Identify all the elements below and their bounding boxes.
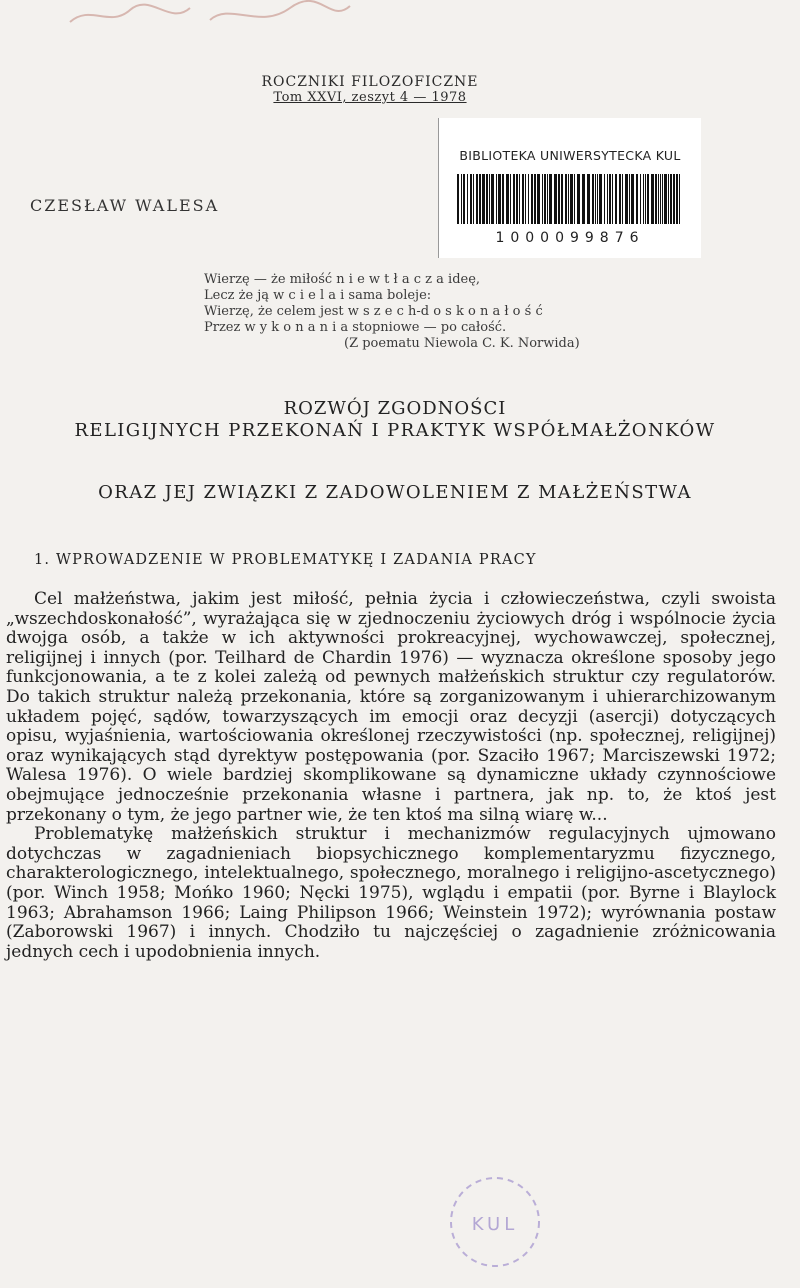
- barcode-bar: [542, 174, 543, 224]
- barcode-bar: [643, 174, 644, 224]
- journal-title: ROCZNIKI FILOZOFICZNE: [261, 74, 479, 90]
- barcode-bar: [592, 174, 594, 224]
- barcode-bar: [658, 174, 659, 224]
- journal-header: [240, 74, 500, 106]
- epigraph-citation: (Z poematu Niewola C. K. Norwida): [344, 336, 580, 351]
- barcode-bar: [482, 174, 485, 224]
- barcode-bar: [609, 174, 611, 224]
- barcode-bar: [597, 174, 598, 224]
- barcode-bar: [622, 174, 623, 224]
- barcode-bar: [502, 174, 504, 224]
- epigraph-line: Wierzę, że celem jest w s z e c h-d o s k o n a ł o ś ć: [204, 304, 543, 319]
- barcode-graphic: [457, 174, 683, 224]
- barcode-bar: [476, 174, 478, 224]
- title-line-1: ROZWÓJ ZGODNOŚCI: [283, 398, 507, 419]
- barcode-bar: [673, 174, 675, 224]
- epigraph-line: Wierzę — że miłość n i e w t ł a c z a ideę,: [204, 272, 481, 287]
- epigraph-line: Lecz że ją w c i e l a i sama boleje:: [204, 288, 432, 303]
- barcode-bar: [516, 174, 518, 224]
- barcode-bar: [640, 174, 641, 224]
- barcode-bar: [647, 174, 649, 224]
- library-name: BIBLIOTEKA UNIWERSYTECKA KUL: [459, 148, 681, 163]
- barcode-bar: [619, 174, 621, 224]
- barcode-bar: [510, 174, 511, 224]
- epigraph-line: Przez w y k o n a n i a stopniowe — po całość.: [204, 320, 507, 335]
- barcode-bar: [513, 174, 515, 224]
- body-text: [6, 590, 776, 962]
- barcode-bar: [525, 174, 526, 224]
- barcode-bar: [531, 174, 533, 224]
- journal-volume: Tom XXVI, zeszyt 4 — 1978: [273, 90, 467, 105]
- barcode-bar: [489, 174, 490, 224]
- title-line-2: RELIGIJNYCH PRZEKONAŃ I PRAKTYK WSPÓŁMAŁŻONKÓW: [74, 420, 716, 441]
- barcode-bar: [570, 174, 573, 224]
- barcode-bar: [655, 174, 657, 224]
- barcode-bar: [599, 174, 602, 224]
- barcode-bar: [519, 174, 520, 224]
- barcode-bar: [554, 174, 557, 224]
- barcode-bar: [679, 174, 680, 224]
- barcode-bar: [467, 174, 468, 224]
- barcode-bar: [664, 174, 667, 224]
- barcode-bar: [574, 174, 575, 224]
- barcode-bar: [676, 174, 678, 224]
- paragraph: Problematykę małżeńskich struktur i mechanizmów regulacyjnych ujmowano dotychczas w zagadnieniach biopsychicznego komplementaryzmu fizycznego, charakterologicznego, intelektualnego, społecznego, moralnego i religijno-ascetycznego) (por. Winch 1958; Mońko 1960; Nęcki 1975), wglądu i empatii (por. Byrne i Blaylock 1963; Abrahamson 1966; Laing Philipson 1966; Weinstein 1972); wyrównania postaw (Zaborowski 1967) i innych. Chodziło tu najczęściej o zagadnienie zróżnicowania jednych cech i upodobnienia innych.: [6, 824, 776, 962]
- barcode-bar: [629, 174, 630, 224]
- barcode-bar: [660, 174, 661, 224]
- author-name: CZESŁAW WALESA: [30, 196, 220, 215]
- barcode-bar: [587, 174, 590, 224]
- barcode-bar: [645, 174, 646, 224]
- handwritten-scribble: [60, 0, 360, 30]
- barcode-bar: [496, 174, 497, 224]
- barcode-bar: [457, 174, 459, 224]
- epigraph: [204, 272, 724, 352]
- stamp-text: KUL: [471, 1214, 519, 1235]
- barcode-bar: [522, 174, 524, 224]
- barcode-number: 1000099876: [495, 230, 645, 246]
- barcode-bar: [528, 174, 529, 224]
- barcode-bar: [463, 174, 465, 224]
- barcode-bar: [470, 174, 472, 224]
- section-heading: 1. WPROWADZENIE W PROBLEMATYKĘ I ZADANIA PRACY: [34, 552, 537, 568]
- barcode-bar: [544, 174, 546, 224]
- barcode-bar: [473, 174, 474, 224]
- barcode-bar: [547, 174, 548, 224]
- barcode-bar: [668, 174, 669, 224]
- barcode-bar: [636, 174, 638, 224]
- barcode-bar: [534, 174, 536, 224]
- barcode-bar: [651, 174, 654, 224]
- barcode-bar: [498, 174, 501, 224]
- barcode-bar: [625, 174, 628, 224]
- library-stamp: [440, 1170, 550, 1270]
- barcode-bar: [595, 174, 596, 224]
- barcode-bar: [662, 174, 663, 224]
- barcode-bar: [631, 174, 634, 224]
- barcode-bar: [670, 174, 672, 224]
- barcode-bar: [577, 174, 580, 224]
- barcode-bar: [604, 174, 605, 224]
- barcode-bar: [549, 174, 552, 224]
- article-title: [10, 398, 780, 504]
- barcode-bar: [479, 174, 481, 224]
- barcode-bar: [607, 174, 608, 224]
- barcode-bar: [582, 174, 585, 224]
- barcode-bar: [537, 174, 540, 224]
- paragraph: Cel małżeństwa, jakim jest miłość, pełnia życia i człowieczeństwa, czyli swoista „wszechdoskonałość”, wyrażająca się w zjednoczeniu życiowych dróg i wspólnocie życia dwojga osób, a także w ich aktywności prokreacyjnej, wychowawczej, społecznej, religijnej i innych (por. Teilhard de Chardin 1976) — wyznacza określone sposoby jego funkcjonowania, a te z kolei zależą od pewnych małżeńskich struktur czy regulatorów. Do takich struktur należą przekonania, które są zorganizowanym i uhierarchizowanym układem pojęć, sądów, towarzyszących im emocji oraz decyzji (asercji) dotyczących opisu, wyjaśnienia, wartościowania określonej rzeczywistości (np. społecznej, religijnej) oraz wynikających stąd dyrektyw postępowania (por. Szaciło 1967; Marciszewski 1972; Walesa 1976). O wiele bardziej skomplikowane są dynamiczne układy czynnościowe obejmujące jednocześnie przekonania własne i partnera, jak np. to, że ktoś jest przekonany o tym, że jego partner wie, że ten ktoś ma silną wiarę w...: [6, 589, 776, 825]
- barcode-bar: [568, 174, 569, 224]
- library-barcode-label: [438, 118, 701, 258]
- barcode-bar: [565, 174, 567, 224]
- barcode-bar: [486, 174, 488, 224]
- barcode-bar: [561, 174, 563, 224]
- barcode-bar: [615, 174, 617, 224]
- barcode-bar: [491, 174, 494, 224]
- barcode-bar: [461, 174, 462, 224]
- barcode-bar: [612, 174, 613, 224]
- barcode-bar: [506, 174, 509, 224]
- barcode-bar: [558, 174, 560, 224]
- title-line-3: ORAZ JEJ ZWIĄZKI Z ZADOWOLENIEM Z MAŁŻEŃSTWA: [98, 482, 692, 503]
